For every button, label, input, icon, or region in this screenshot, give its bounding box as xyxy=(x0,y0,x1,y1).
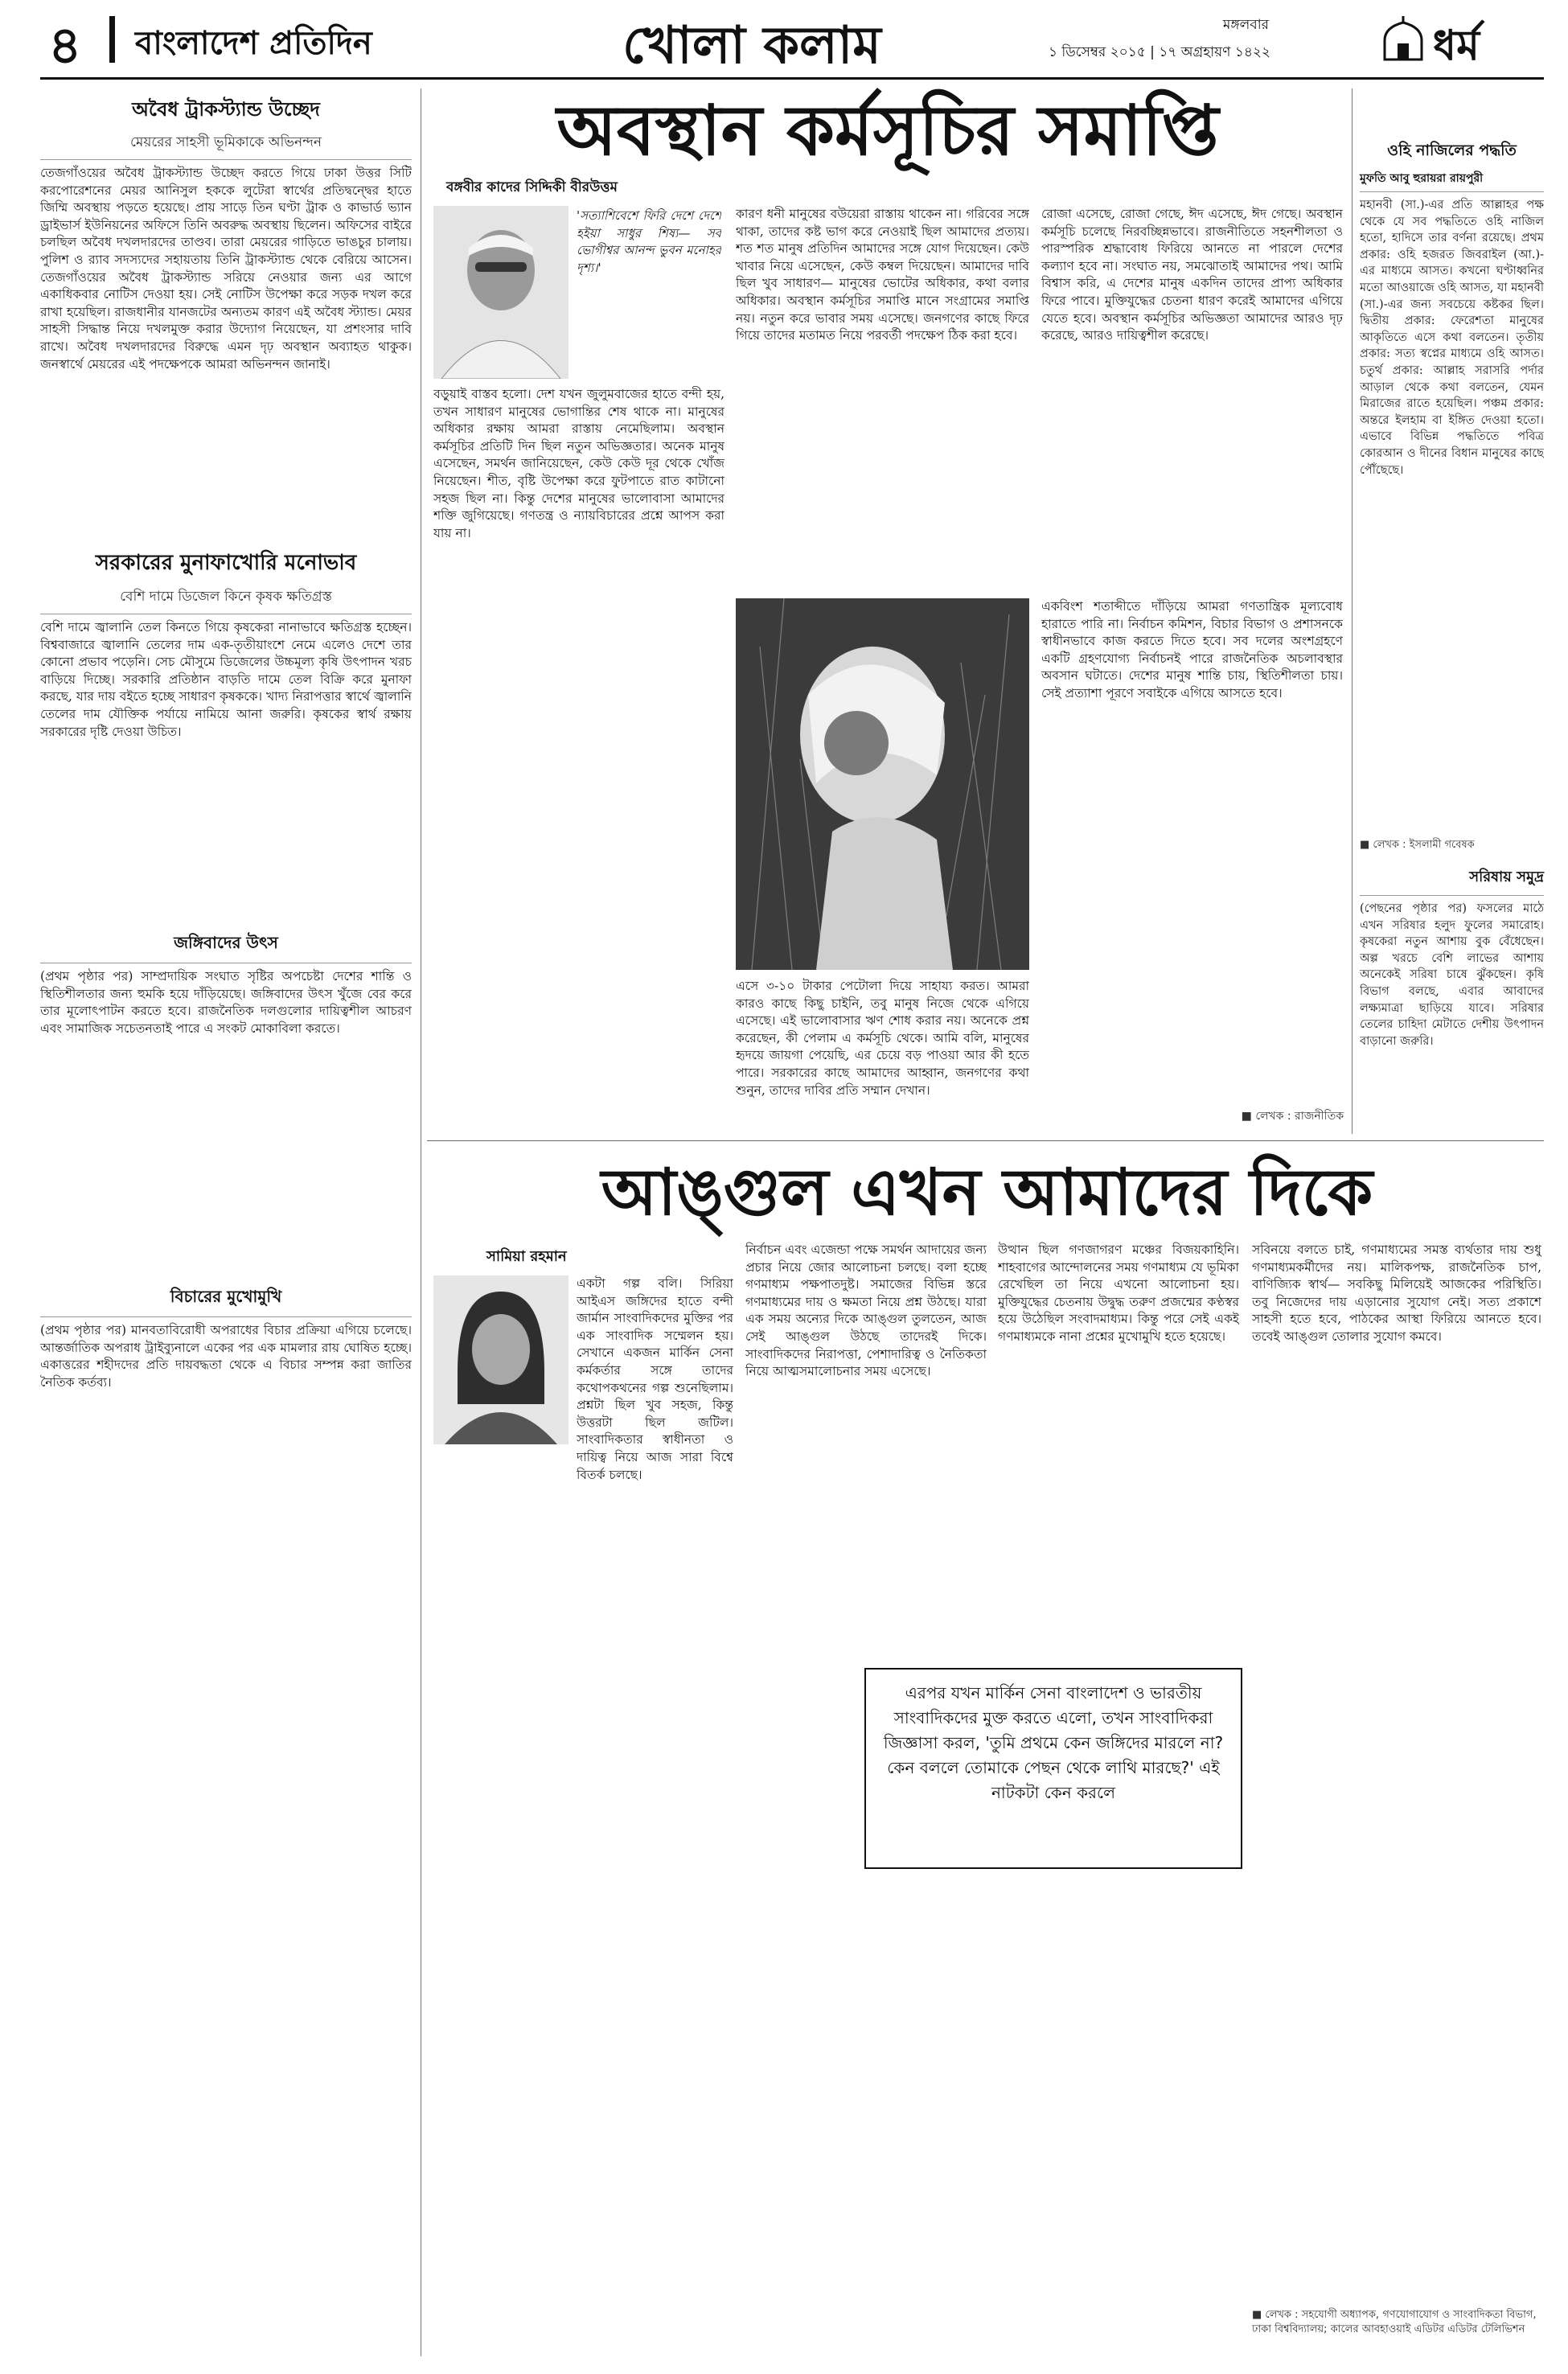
paper-name: বাংলাদেশ প্রতিদিন xyxy=(135,25,372,62)
poem-quote: 'সত্যাশিবেশে ফিরি দেশে দেশে হইয়া সাধুর শিষ্য— সর্ব ভোগীশ্বর আনন্দ ভুবন মনোহর দৃশ্য।' xyxy=(577,208,721,275)
author-note: ■ লেখক : সহযোগী অধ্যাপক, গণযোগাযোগ ও সাংবাদিকতা বিভাগ, ঢাকা বিশ্ববিদ্যালয়; কালের আবহাওয়াই এডিটর এডিটর টেলিভিশন xyxy=(1252,2309,1537,2335)
article-body: বড়ুয়াই বাস্তব হলো। দেশ যখন জুলুমবাজের হাতে বন্দী হয়, তখন সাধারণ মানুষের ভোগান্তির শেষ থাকে না। মানুষের অধিকার রক্ষায় আমরা রাস্তায় নেমেছিলাম। অবস্থান কর্মসূচির প্রতিটি দিন ছিল নতুন অভিজ্ঞতার। অনেক মানুষ এসেছেন, সমর্থন জানিয়েছেন, কেউ কেউ দূর থেকে খোঁজ নিয়েছেন। শীত, বৃষ্টি উপেক্ষা করে ফুটপাতে রাত কাটানো সহজ ছিল না। কিন্তু দেশের মানুষের ভালোবাসা আমাদের শক্তি জুগিয়েছে। গণতন্ত্র ও ন্যায়বিচারের প্রশ্নে আপস করা যায় না। xyxy=(433,387,724,540)
article-body: রোজা এসেছে, রোজা গেছে, ঈদ এসেছে, ঈদ গেছে। অবস্থান কর্মসূচি চলেছে নিরবচ্ছিন্নভাবে। রাজনীতিতে সহনশীলতা ও পারস্পরিক শ্রদ্ধাবোধ ফিরিয়ে আনতে না পারলে দেশের কল্যাণ হবে না। সংঘাত নয়, সমঝোতাই আমাদের পথ। আমি বিশ্বাস করি, এ দেশের মানুষ একদিন তাদের প্রাপ্য অধিকার ফিরে পাবে। মুক্তিযুদ্ধের চেতনা ধারণ করেই আমাদের এগিয়ে যেতে হবে। অবস্থান কর্মসূচির অভিজ্ঞতা আমাদের আরও দৃঢ় করেছে, আরও দায়িত্বশীল করেছে। xyxy=(1041,207,1343,343)
date: ১ ডিসেম্বর ২০১৫ | ১৭ অগ্রহায়ণ ১৪২২ xyxy=(1048,44,1270,60)
article-title: সরিষায় সমুদ্র xyxy=(1360,865,1544,896)
bottom-article xyxy=(430,1145,1544,2360)
article-title: জঙ্গিবাদের উৎস xyxy=(40,931,412,963)
article-author: মুফতি আবু হুরায়রা রায়পুরী xyxy=(1360,169,1544,192)
author-photo xyxy=(433,1275,569,1444)
mosque-icon xyxy=(1380,16,1426,63)
weekday: মঙ্গলবার xyxy=(1222,17,1269,33)
article-title: সরকারের মুনাফাখোরি মনোভাব xyxy=(95,551,357,575)
article-body: এসে ৩-১০ টাকার পেটোলা দিয়ে সাহায্য করত। আমরা কারও কাছে কিছু চাইনি, তবু মানুষ নিজে থেকে এগিয়ে এসেছে। এই ভালোবাসার ঋণ শোধ করার নয়। অনেকে প্রশ্ন করেছেন, কী পেলাম এ কর্মসূচি থেকে। আমি বলি, মানুষের হৃদয়ে জায়গা পেয়েছি, এর চেয়ে বড় পাওয়া আর কী হতে পারে। সরকারের কাছে আমাদের আহ্বান, জনগণের কথা শুনুন, তাদের দাবির প্রতি সম্মান দেখান। xyxy=(736,979,1029,1098)
article-body: উত্থান ছিল গণজাগরণ মঞ্চের বিজয়কাহিনি। শাহবাগের আন্দোলনের সময় গণমাধ্যম যে ভূমিকা রেখেছিল তা নিয়ে এখনো আলোচনা হয়। মুক্তিযুদ্ধের চেতনায় উদ্বুদ্ধ তরুণ প্রজন্মের কণ্ঠস্বর হয়ে উঠেছিল সংবাদমাধ্যম। কিন্তু পরে সেই একই গণমাধ্যমকে নানা প্রশ্নের মুখোমুখি হতে হয়েছে। xyxy=(998,1242,1239,1344)
article-body: একটা গল্প বলি। সিরিয়া আইএস জঙ্গিদের হাতে বন্দী জার্মান সাংবাদিকদের মুক্তির পর এক সাংবাদিক সম্মেলন হয়। সেখানে একজন মার্কিন সেনা কর্মকর্তার সঙ্গে তাদের কথোপকথনের গল্প শুনেছিলাম। প্রশ্নটা ছিল খুব সহজ, কিন্তু উত্তরটা ছিল জটিল। সাংবাদিকতার স্বাধীনতা ও দায়িত্ব নিয়ে আজ সারা বিশ্বে বিতর্ক চলছে। xyxy=(577,1276,733,1482)
article-subtitle: বেশি দামে ডিজেল কিনে কৃষক ক্ষতিগ্রস্ত xyxy=(40,586,412,614)
article-body: মহানবী (সা.)-এর প্রতি আল্লাহর পক্ষ থেকে যে সব পদ্ধতিতে ওহি নাজিল হতো, হাদিসে তার বর্ণনা রয়েছে। প্রথম প্রকার: ওহি হজরত জিবরাইল (আ.)-এর মাধ্যমে আসত। কখনো ঘণ্টাধ্বনির মতো আওয়াজে ওহি আসত, যা মহানবী (সা.)-এর জন্য সবচেয়ে কষ্টকর ছিল। দ্বিতীয় প্রকার: ফেরেশতা মানুষের আকৃতিতে এসে কথা বলতেন। তৃতীয় প্রকার: সত্য স্বপ্নের মাধ্যমে ওহি আসত। চতুর্থ প্রকার: আল্লাহ সরাসরি পর্দার আড়াল থেকে কথা বলতেন, যেমন মিরাজের রাতে হয়েছিল। পঞ্চম প্রকার: অন্তরে ইলহাম বা ইঙ্গিত দেওয়া হতো। এভাবে বিভিন্ন পদ্ধতিতে পবিত্র কোরআন ও দীনের বিধান মানুষের কাছে পৌঁছেছে। xyxy=(1360,199,1544,477)
article-body: তেজগাঁওয়ের অবৈধ ট্রাকস্ট্যান্ড উচ্ছেদ করতে গিয়ে ঢাকা উত্তর সিটি করপোরেশনের মেয়র আনিসুল হককে লুটেরা স্বার্থের প্রতিদ্বন্দ্বের হাতে জিম্মি অবস্থায় পড়তে হয়েছে। প্রায় সাড়ে তিন ঘণ্টা ট্রাক ও কাভার্ড ভ্যান ড্রাইভার্স ইউনিয়নের অফিসে তিনি অবরুদ্ধ অবস্থায় ছিলেন। অফিসের বাইরে চলছিল অবৈধ দখলদারদের তাণ্ডব। তারা মেয়রের গাড়িতে ভাঙচুর চালায়। পুলিশ ও র‍্যাব সদস্যদের সহায়তায় তিনি ট্রাকস্ট্যান্ড থেকে বেরিয়ে আসেন। তেজগাঁওয়ের অবৈধ ট্রাকস্ট্যান্ড সরিয়ে নেওয়ার জন্য এর আগে একাধিকবার নোটিস দেওয়া হয়। সেই নোটিস উপেক্ষা করে সড়ক দখল করে রাখা হয়েছিল। রাজধানীর যানজটের অন্যতম কারণ এই অবৈধ স্ট্যান্ড। মেয়র সাহসী সিদ্ধান্ত নিয়ে দখলমুক্ত করার উদ্যোগ নিয়েছেন, যা প্রশংসার দাবি রাখে। অবৈধ দখলদারদের বিরুদ্ধে এমন দৃঢ় অবস্থান অব্যাহত থাকুক। জনস্বার্থে মেয়রের এই পদক্ষেপকে আমরা অভিনন্দন জানাই। xyxy=(40,166,412,372)
article-title: ওহি নাজিলের পদ্ধতি xyxy=(1387,142,1517,159)
author-photo xyxy=(433,206,569,379)
section-title: খোলা কলাম xyxy=(622,16,881,76)
right-column xyxy=(1360,88,1544,1134)
article-body: বেশি দামে জ্বালানি তেল কিনতে গিয়ে কৃষকেরা নানাভাবে ক্ষতিগ্রস্ত হচ্ছেন। বিশ্ববাজারে জ্বালানি তেলের দাম এক-তৃতীয়াংশে নেমে এলেও দেশে তার কোনো প্রভাব পড়েনি। সেচ মৌসুমে ডিজেলের উচ্চমূল্য কৃষি উৎপাদন খরচ বাড়িয়ে দিচ্ছে। সরকারি প্রতিষ্ঠান বাড়তি দামে তেল বিক্রি করে মুনাফা করছে, যার দায় বইতে হচ্ছে সাধারণ কৃষককে। খাদ্য নিরাপত্তার স্বার্থে জ্বালানি তেলের দাম যৌক্তিক পর্যায়ে নামিয়ে আনা জরুরি। কৃষকের স্বার্থ রক্ষায় সরকারের দৃষ্টি দেওয়া উচিত। xyxy=(40,620,412,739)
page-number: ৪ xyxy=(48,15,82,76)
masthead xyxy=(0,0,1568,77)
article-body: নির্বাচন এবং এজেন্ডা পক্ষে সমর্থন আদায়ের জন্য প্রচার নিয়ে জোর আলোচনা চলছে। বলা হচ্ছে গণমাধ্যম পক্ষপাতদুষ্ট। সমাজের বিভিন্ন স্তরে গণমাধ্যমের দায় ও ক্ষমতা নিয়ে প্রশ্ন উঠছে। যারা এক সময় অন্যের দিকে আঙ্গুল তুলতেন, আজ সেই আঙ্গুল উঠছে তাদেরই দিকে। সাংবাদিকদের নিরাপত্তা, পেশাদারিত্ব ও নৈতিকতা নিয়ে আত্মসমালোচনার সময় এসেছে। xyxy=(745,1242,987,1379)
article-body: একবিংশ শতাব্দীতে দাঁড়িয়ে আমরা গণতান্ত্রিক মূল্যবোধ হারাতে পারি না। নির্বাচন কমিশন, বিচার বিভাগ ও প্রশাসনকে স্বাধীনভাবে কাজ করতে দিতে হবে। সব দলের অংশগ্রহণে একটি গ্রহণযোগ্য নির্বাচনই পারে রাজনৈতিক অচলাবস্থার অবসান ঘটাতে। দেশের মানুষ শান্তি চায়, স্থিতিশীলতা চায়। সেই প্রত্যাশা পূরণে সবাইকে এগিয়ে আসতে হবে। xyxy=(1041,599,1343,700)
author-byline: সামিয়া রহমান xyxy=(486,1248,567,1265)
article-title: অবৈধ ট্রাকস্ট্যান্ড উচ্ছেদ xyxy=(132,98,320,121)
article-body: (পেছনের পৃষ্ঠার পর) ফসলের মাঠে এখন সরিষার হলুদ ফুলের সমারোহ। কৃষকেরা নতুন আশায় বুক বেঁধেছেন। অল্প খরচে বেশি লাভের আশায় অনেকেই সরিষা চাষে ঝুঁকছেন। কৃষি বিভাগ বলছে, এবার আবাদের লক্ষ্যমাত্রা ছাড়িয়ে যাবে। সরিষার তেলের চাহিদা মেটাতে দেশীয় উৎপাদন বাড়ানো জরুরি। xyxy=(1360,902,1544,1048)
pull-quote xyxy=(864,1668,1242,1869)
article-subtitle: মেয়রের সাহসী ভূমিকাকে অভিনন্দন xyxy=(40,132,412,160)
article-separator xyxy=(427,1140,1544,1141)
column-divider xyxy=(1352,88,1353,1134)
headline: আঙ্গুল এখন আমাদের দিকে xyxy=(601,1154,1373,1230)
author-note: ■ লেখক : ইসলামী গবেষক xyxy=(1360,839,1475,851)
side-section-title: ধর্ম xyxy=(1433,22,1480,70)
article-photo xyxy=(736,598,1029,970)
article-body: কারণ ধনী মানুষের বউয়েরা রাস্তায় থাকেন না। গরিবের সঙ্গে থাকা, তাদের কষ্ট ভাগ করে নেওয়াই ছিল আমাদের প্রত্যয়। শত শত মানুষ প্রতিদিন আমাদের সঙ্গে যোগ দিয়েছেন। কেউ খাবার নিয়ে এসেছেন, কেউ কম্বল দিয়েছেন। আমাদের দাবি ছিল খুব সাধারণ— মানুষের ভোটের অধিকার, কথা বলার অধিকার। অবস্থান কর্মসূচির সমাপ্তি মানে সংগ্রামের সমাপ্তি নয়। নতুন করে ভাবার সময় এসেছে। জনগণের কাছে ফিরে গিয়ে তাদের মতামত নিয়ে পরবর্তী পদক্ষেপ ঠিক করা হবে। xyxy=(736,207,1029,343)
headline: অবস্থান কর্মসূচির সমাপ্তি xyxy=(556,90,1219,171)
author-byline: বঙ্গবীর কাদের সিদ্দিকী বীরউত্তম xyxy=(446,179,618,195)
left-column xyxy=(40,88,412,2356)
article-body: (প্রথম পৃষ্ঠার পর) সাম্প্রদায়িক সংঘাত সৃষ্টির অপচেষ্টা দেশের শান্তি ও স্থিতিশীলতার জন্য হুমকি হয়ে দাঁড়িয়েছে। জঙ্গিবাদের উৎস খুঁজে বের করে তার মূলোৎপাটন করতে হবে। রাজনৈতিক দলগুলোর দায়িত্বশীল আচরণ এবং সামাজিক সচেতনতাই পারে এ সংকট মোকাবিলা করতে। xyxy=(40,969,412,1036)
article-body: (প্রথম পৃষ্ঠার পর) মানবতাবিরোধী অপরাধের বিচার প্রক্রিয়া এগিয়ে চলেছে। আন্তর্জাতিক অপরাধ ট্রাইব্যুনালে একের পর এক মামলার রায় ঘোষিত হচ্ছে। একাত্তরের শহীদদের প্রতি দায়বদ্ধতা থেকে এ বিচার সম্পন্ন করা জাতির নৈতিক কর্তব্য। xyxy=(40,1323,412,1390)
author-note: ■ লেখক : রাজনীতিক xyxy=(1241,1110,1344,1123)
masthead-divider xyxy=(109,16,115,63)
article-body: সবিনয়ে বলতে চাই, গণমাধ্যমের সমস্ত ব্যর্থতার দায় শুধু গণমাধ্যমকর্মীদের নয়। মালিকপক্ষ, রাজনৈতিক চাপ, বাণিজ্যিক স্বার্থ— সবকিছু মিলিয়েই আজকের পরিস্থিতি। তবু নিজেদের দায় এড়ানোর সুযোগ নেই। সত্য প্রকাশে সাহসী হতে হবে, পাঠকের আস্থা ফিরিয়ে আনতে হবে। তবেই আঙ্গুল তোলার সুযোগ কমবে। xyxy=(1252,1242,1541,1344)
top-article xyxy=(430,87,1345,1132)
article-title: বিচারের মুখোমুখি xyxy=(40,1285,412,1317)
masthead-rule xyxy=(40,77,1544,80)
pull-quote-text: এরপর যখন মার্কিন সেনা বাংলাদেশ ও ভারতীয় সাংবাদিকদের মুক্ত করতে এলো, তখন সাংবাদিকরা জিজ্ঞাসা করল, 'তুমি প্রথমে কেন জঙ্গিদের মারলে না? কেন বললে তোমাকে পেছন থেকে লাথি মারছে?' এই নাটকটা কেন করলে xyxy=(883,1683,1224,1802)
